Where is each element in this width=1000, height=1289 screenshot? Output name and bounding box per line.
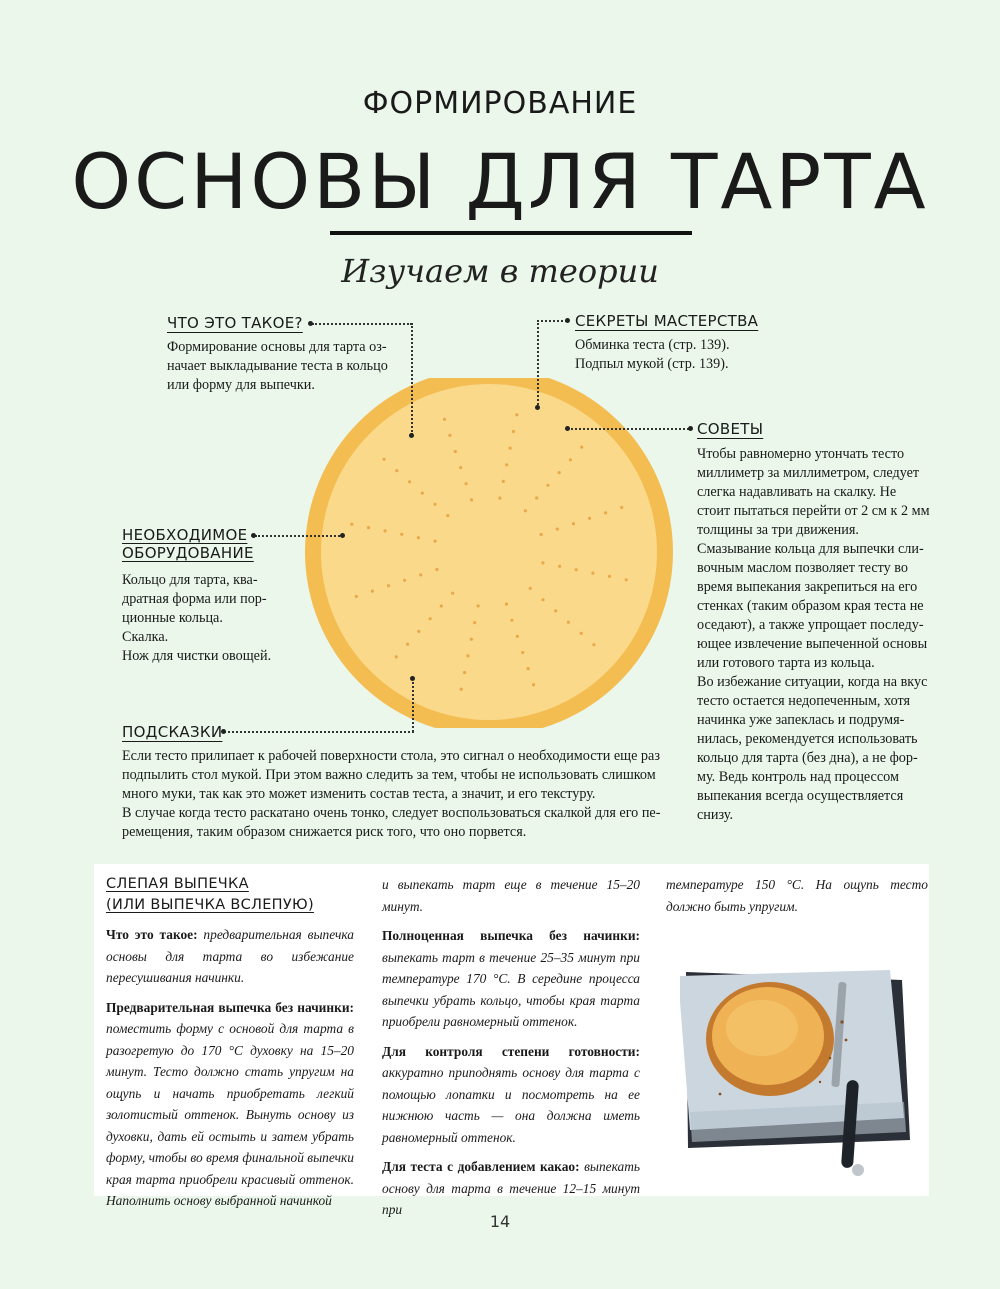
dough-hole (567, 621, 570, 624)
dough-hole (604, 511, 607, 514)
text-line: кольцо для тарта (без дна), а не фор- (697, 750, 918, 766)
dough-hole (572, 522, 575, 525)
blind-baking-column-3 (666, 874, 928, 925)
equipment-heading (122, 526, 292, 562)
dough-hole (558, 471, 561, 474)
secrets-connector-v (537, 320, 539, 408)
crumb (845, 1039, 848, 1042)
secrets-text (575, 336, 775, 374)
equipment-block (122, 526, 292, 666)
text-line: Чтобы равномерно утончать тесто (697, 446, 905, 462)
tips-heading: СОВЕТЫ (697, 420, 764, 438)
dough-hole (541, 561, 544, 564)
text-line: подпылить стол мукой. При этом важно следить за тем, чтобы не использовать слишком (122, 767, 656, 783)
paragraph-text: аккуратно приподнять основу для тарта с помощью лопатки и посмотреть на ее нижнюю часть — она должна иметь равномерный оттенок. (382, 1065, 640, 1145)
dough-hole (440, 604, 443, 607)
dough-hole (535, 496, 538, 499)
dough-hole (588, 517, 591, 520)
dough-hole (417, 630, 420, 633)
dough-hole (355, 595, 358, 598)
blind-baking-panel (94, 864, 929, 1217)
dough-hole (435, 568, 438, 571)
dough-hole (580, 446, 583, 449)
what-is-it-block (167, 314, 407, 395)
dough-hole (509, 447, 512, 450)
dough-hole (408, 480, 411, 483)
secrets-connector-h (537, 320, 567, 322)
text-line: ремещения, таким образом снижается риск того, что оно порвется. (122, 824, 527, 840)
text-line: оседают), а также упрощает последу- (697, 617, 924, 633)
dough-hole (546, 484, 549, 487)
baked-tart-photo (680, 962, 916, 1188)
full-bake-paragraph (382, 925, 640, 1033)
dough-hole (510, 619, 513, 622)
tart-base-highlight (726, 1000, 798, 1056)
dough-hole (459, 466, 462, 469)
dough-hole (502, 480, 505, 483)
dough-hole (470, 498, 473, 501)
dough-hole (446, 514, 449, 517)
paragraph-label: Полноценная выпечка без начинки: (382, 928, 640, 943)
dough-hole (470, 638, 473, 641)
dough-hole (580, 632, 583, 635)
dough-hole (463, 671, 466, 674)
paragraph-text: температуре 150 °C. На ощупь тесто должно быть упругим. (666, 877, 928, 914)
dough-hole (569, 458, 572, 461)
text-line: ющее извлечение выпеченной основы (697, 636, 928, 652)
blind-what-paragraph (106, 924, 354, 989)
dough-hole (473, 621, 476, 624)
dough-hole (515, 413, 518, 416)
page-kicker: ФОРМИРОВАНИЕ (362, 86, 638, 121)
secrets-connector-end (565, 318, 570, 323)
what-connector-v (411, 323, 413, 435)
text-line: Смазывание кольца для выпечки сли- (697, 541, 924, 557)
text-line: время выпекания закрепиться на его (697, 579, 918, 595)
continued-paragraph (382, 874, 640, 917)
paragraph-text: поместить форму с основой для тарта в разогретую до 170 °C духовку на 15–20 минут. Тесто должно стать упругим на ощупь и начать приобретать легкий золотистый оттенок. Вынуть основу из духовки, дать ей остыть и затем убрать форму, чтобы во время финальной выпечки края тарта приобрели красивый оттенок. Наполнить основу выбранной начинкой (106, 1021, 354, 1208)
text-line: толщины за три движения. (697, 522, 859, 538)
text-line: Скалка. (122, 629, 169, 645)
dough-hole (383, 458, 386, 461)
paragraph-text: выпекать тарт в течение 25–35 минут при температуре 170 °C. В середине процесса выпечки убрать кольцо, чтобы края тарта приобрели равномерный оттенок. (382, 949, 640, 1029)
page-title: ОСНОВЫ ДЛЯ ТАРТА (71, 137, 929, 226)
dough-hole (556, 528, 559, 531)
text-line: или готового тарта из кольца. (697, 655, 875, 671)
crumb (829, 1057, 832, 1060)
dough-hole (527, 667, 530, 670)
tart-illustration (300, 378, 680, 728)
dough-hole (454, 450, 457, 453)
dough-hole (529, 587, 532, 590)
equipment-text (122, 571, 292, 666)
hints-connector-start (410, 676, 415, 681)
dough-hole (505, 603, 508, 606)
hints-text (122, 747, 702, 842)
dough-hole (448, 434, 451, 437)
what-is-it-text (167, 338, 407, 395)
dough-hole (421, 492, 424, 495)
dough-hole (429, 617, 432, 620)
dough-hole (417, 536, 420, 539)
continued-paragraph (666, 874, 928, 917)
text-line: выпекания всегда осуществляется (697, 788, 904, 804)
text-line: или форму для выпечки. (167, 377, 315, 393)
heading-line: (ИЛИ ВЫПЕЧКА ВСЛЕПУЮ) (106, 897, 314, 913)
dough-hole (433, 503, 436, 506)
dough-hole (460, 688, 463, 691)
text-line: стенках (таким образом края теста не (697, 598, 924, 614)
page-number: 14 (489, 1212, 511, 1231)
blind-baking-heading (106, 874, 354, 916)
dough-hole (558, 565, 561, 568)
dough-hole (512, 430, 515, 433)
dough-hole (516, 635, 519, 638)
tips-connector (567, 428, 689, 430)
dough-hole (575, 568, 578, 571)
paragraph-label: Для контроля степени готовности: (382, 1043, 640, 1059)
dough-hole (406, 643, 409, 646)
title-underline (330, 231, 692, 235)
hints-block (122, 723, 702, 842)
dough-hole (371, 590, 374, 593)
text-line: миллиметр за миллиметром, следует (697, 465, 920, 481)
dough-hole (625, 578, 628, 581)
tips-block (697, 420, 947, 825)
crumb (719, 1093, 722, 1096)
secrets-connector-start (535, 405, 540, 410)
text-line: Обминка теста (стр. 139). (575, 337, 730, 353)
dough-hole (532, 683, 535, 686)
text-line: начинка уже запеклась и подрумя- (697, 712, 905, 728)
tart-base (321, 384, 657, 720)
blind-baking-column-1 (106, 874, 354, 1220)
paragraph-text: и выпекать тарт еще в течение 15–20 минут. (382, 877, 640, 914)
dough-hole (592, 643, 595, 646)
page-subtitle: Изучаем в теории (341, 252, 659, 290)
dough-hole (443, 418, 446, 421)
dough-hole (477, 604, 480, 607)
dough-hole (498, 497, 501, 500)
text-line: много муки, так как это может изменить состав теста, а значит, и его текстуру. (122, 786, 596, 802)
text-line: нилась, рекомендуется использовать (697, 731, 918, 747)
crumb (819, 1081, 821, 1083)
paragraph-label: Что это такое: (106, 927, 198, 942)
dough-hole (465, 482, 468, 485)
paragraph-label: Для теста с добавлением какао: (382, 1159, 580, 1174)
secrets-block (575, 312, 775, 374)
dough-hole (591, 572, 594, 575)
dough-hole (434, 540, 437, 543)
dough-hole (620, 506, 623, 509)
text-line: Кольцо для тарта, ква- (122, 572, 258, 588)
text-line: слегка надавливать на скалку. Не (697, 484, 897, 500)
text-line: му. Ведь контроль над процессом (697, 769, 899, 785)
paragraph-text: предварительная выпечка основы для тарта во избежание пересушивания начинки. (106, 927, 354, 985)
dough-hole (367, 526, 370, 529)
text-line: Если тесто прилипает к рабочей поверхности стола, это сигнал о необходимости еще раз (122, 748, 660, 764)
text-line: В случае когда тесто раскатано очень тонко, следует воспользоваться скалкой для его пе- (122, 805, 661, 821)
text-line: вочным маслом позволяет тесту во (697, 560, 908, 576)
zester-handle-end (852, 1164, 864, 1176)
blind-baking-column-2 (382, 874, 640, 1229)
paragraph-label: Предварительная выпечка без начинки: (106, 999, 354, 1015)
text-line: Во избежание ситуации, когда на вкус (697, 674, 928, 690)
blind-prebake-paragraph (106, 997, 354, 1212)
crumb (840, 1020, 843, 1023)
dough-hole (395, 469, 398, 472)
text-line: стоит пытаться перейти от 2 см к 2 мм (697, 503, 930, 519)
dough-hole (350, 523, 353, 526)
tips-connector-start (565, 426, 570, 431)
text-line: Подпыл мукой (стр. 139). (575, 356, 729, 372)
text-line: начает выкладывание теста в кольцо (167, 358, 388, 374)
equipment-heading-line: ОБОРУДОВАНИЕ (122, 544, 254, 562)
dough-hole (384, 529, 387, 532)
equipment-connector-start (340, 533, 345, 538)
dough-hole (451, 592, 454, 595)
text-line: ционные кольца. (122, 610, 223, 626)
cocoa-paragraph (382, 1156, 640, 1221)
text-line: тесто остается недопеченным, хотя (697, 693, 911, 709)
dough-hole (554, 609, 557, 612)
dough-hole (403, 579, 406, 582)
what-is-it-heading: ЧТО ЭТО ТАКОЕ? (167, 314, 303, 332)
tips-connector-end (688, 426, 693, 431)
dough-hole (400, 533, 403, 536)
dough-hole (540, 533, 543, 536)
dough-hole (524, 509, 527, 512)
doneness-paragraph (382, 1041, 640, 1149)
dough-hole (505, 463, 508, 466)
paragraph-text: выпекать основу для тарта в течение 12–15 минут при (382, 1159, 640, 1217)
dough-hole (387, 584, 390, 587)
hints-heading: ПОДСКАЗКИ (122, 723, 223, 741)
equipment-heading-line: НЕОБХОДИМОЕ (122, 526, 248, 544)
dough-hole (521, 651, 524, 654)
secrets-heading: СЕКРЕТЫ МАСТЕРСТВА (575, 312, 759, 330)
dough-hole (608, 575, 611, 578)
dough-hole (541, 598, 544, 601)
text-line: снизу. (697, 807, 734, 823)
tips-text (697, 445, 947, 825)
text-line: дратная форма или пор- (122, 591, 267, 607)
heading-line: СЛЕПАЯ ВЫПЕЧКА (106, 876, 249, 892)
what-connector-start (409, 433, 414, 438)
dough-hole (395, 655, 398, 658)
dough-hole (466, 654, 469, 657)
text-line: Нож для чистки овощей. (122, 648, 272, 664)
text-line: Формирование основы для тарта оз- (167, 339, 387, 355)
dough-hole (419, 573, 422, 576)
